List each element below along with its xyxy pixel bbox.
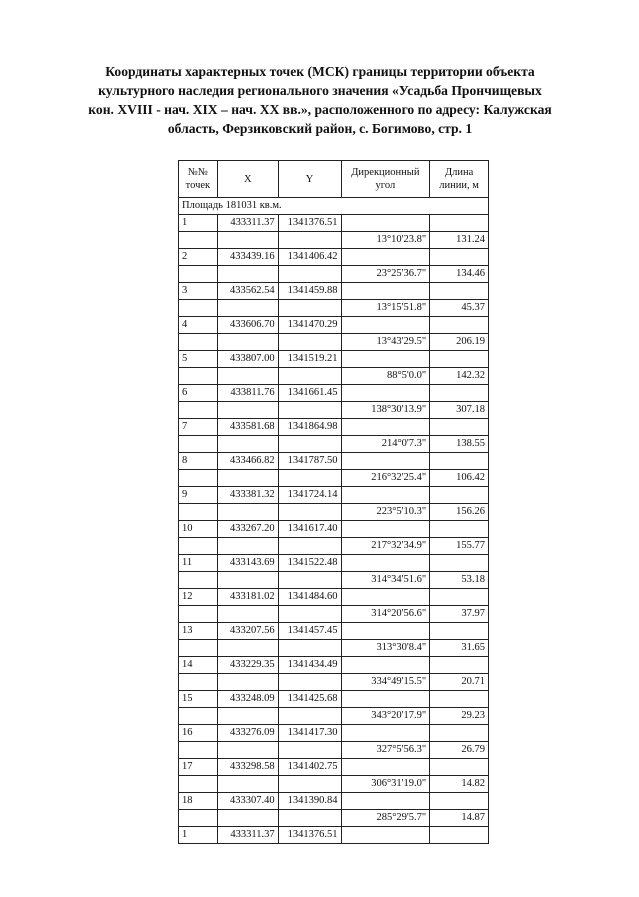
point-y: 1341519.21	[278, 351, 341, 368]
header-y: Y	[278, 161, 341, 198]
line-length: 156.26	[430, 504, 489, 521]
empty-cell	[430, 623, 489, 640]
empty-cell	[217, 334, 278, 351]
empty-cell	[430, 351, 489, 368]
empty-cell	[278, 810, 341, 827]
empty-cell	[217, 402, 278, 419]
point-y: 1341425.68	[278, 691, 341, 708]
point-x: 433562.54	[217, 283, 278, 300]
empty-cell	[341, 487, 430, 504]
direction-angle: 23°25'36.7"	[341, 266, 430, 283]
point-y: 1341724.14	[278, 487, 341, 504]
point-number: 18	[179, 793, 218, 810]
empty-cell	[217, 810, 278, 827]
empty-cell	[278, 368, 341, 385]
segment-row	[179, 742, 489, 759]
point-x: 433439.16	[217, 249, 278, 266]
empty-cell	[430, 759, 489, 776]
line-length: 307.18	[430, 402, 489, 419]
point-row	[179, 691, 489, 708]
empty-cell	[278, 674, 341, 691]
empty-cell	[341, 351, 430, 368]
empty-cell	[179, 266, 218, 283]
empty-cell	[430, 725, 489, 742]
point-number: 12	[179, 589, 218, 606]
title-line: Координаты характерных точек (МСК) границы территории объекта	[105, 64, 535, 79]
point-row	[179, 623, 489, 640]
direction-angle: 313°30'8.4"	[341, 640, 430, 657]
point-number: 14	[179, 657, 218, 674]
direction-angle: 214°0'7.3"	[341, 436, 430, 453]
line-length: 37.97	[430, 606, 489, 623]
direction-angle: 334°49'15.5"	[341, 674, 430, 691]
direction-angle: 314°34'51.6"	[341, 572, 430, 589]
empty-cell	[278, 436, 341, 453]
empty-cell	[278, 470, 341, 487]
point-x: 433307.40	[217, 793, 278, 810]
header-direction-angle	[341, 161, 430, 198]
point-number: 13	[179, 623, 218, 640]
point-y: 1341787.50	[278, 453, 341, 470]
empty-cell	[179, 436, 218, 453]
line-length: 29.23	[430, 708, 489, 725]
empty-cell	[341, 249, 430, 266]
empty-cell	[179, 232, 218, 249]
title-line: культурного наследия регионального значения «Усадьба Прончищевых	[98, 83, 542, 98]
point-number: 1	[179, 215, 218, 232]
empty-cell	[179, 640, 218, 657]
line-length: 138.55	[430, 436, 489, 453]
header-text: №№	[187, 167, 208, 178]
direction-angle: 138°30'13.9"	[341, 402, 430, 419]
empty-cell	[179, 504, 218, 521]
line-length: 106.42	[430, 470, 489, 487]
empty-cell	[179, 538, 218, 555]
direction-angle: 285°29'5.7"	[341, 810, 430, 827]
empty-cell	[217, 300, 278, 317]
point-row	[179, 215, 489, 232]
point-row	[179, 317, 489, 334]
direction-angle: 223°5'10.3"	[341, 504, 430, 521]
point-row	[179, 827, 489, 844]
point-number: 5	[179, 351, 218, 368]
segment-row	[179, 640, 489, 657]
direction-angle: 88°5'0.0"	[341, 368, 430, 385]
point-x: 433807.00	[217, 351, 278, 368]
direction-angle: 327°5'56.3"	[341, 742, 430, 759]
empty-cell	[217, 776, 278, 793]
empty-cell	[179, 742, 218, 759]
empty-cell	[278, 334, 341, 351]
empty-cell	[341, 589, 430, 606]
point-x: 433207.56	[217, 623, 278, 640]
empty-cell	[341, 691, 430, 708]
point-y: 1341417.30	[278, 725, 341, 742]
point-x: 433248.09	[217, 691, 278, 708]
header-text: точек	[185, 180, 211, 191]
direction-angle: 13°15'51.8"	[341, 300, 430, 317]
empty-cell	[217, 436, 278, 453]
empty-cell	[341, 725, 430, 742]
empty-cell	[217, 368, 278, 385]
empty-cell	[179, 300, 218, 317]
table-header-row	[179, 161, 489, 198]
empty-cell	[278, 708, 341, 725]
empty-cell	[278, 402, 341, 419]
point-row	[179, 555, 489, 572]
line-length: 45.37	[430, 300, 489, 317]
segment-row	[179, 300, 489, 317]
point-row	[179, 725, 489, 742]
empty-cell	[278, 232, 341, 249]
empty-cell	[179, 674, 218, 691]
empty-cell	[341, 521, 430, 538]
point-y: 1341457.45	[278, 623, 341, 640]
point-y: 1341522.48	[278, 555, 341, 572]
empty-cell	[341, 453, 430, 470]
line-length: 134.46	[430, 266, 489, 283]
point-number: 11	[179, 555, 218, 572]
empty-cell	[430, 555, 489, 572]
line-length: 31.65	[430, 640, 489, 657]
point-y: 1341661.45	[278, 385, 341, 402]
segment-row	[179, 232, 489, 249]
document-title	[70, 62, 570, 138]
empty-cell	[430, 793, 489, 810]
point-x: 433606.70	[217, 317, 278, 334]
empty-cell	[430, 589, 489, 606]
empty-cell	[278, 776, 341, 793]
direction-angle: 343°20'17.9"	[341, 708, 430, 725]
point-y: 1341376.51	[278, 215, 341, 232]
empty-cell	[341, 419, 430, 436]
coordinates-table	[178, 160, 489, 844]
point-y: 1341376.51	[278, 827, 341, 844]
empty-cell	[341, 555, 430, 572]
point-number: 2	[179, 249, 218, 266]
empty-cell	[430, 419, 489, 436]
line-length: 142.32	[430, 368, 489, 385]
empty-cell	[430, 521, 489, 538]
empty-cell	[430, 317, 489, 334]
point-row	[179, 351, 489, 368]
point-y: 1341470.29	[278, 317, 341, 334]
point-x: 433276.09	[217, 725, 278, 742]
line-length: 53.18	[430, 572, 489, 589]
empty-cell	[217, 538, 278, 555]
empty-cell	[217, 266, 278, 283]
point-number: 6	[179, 385, 218, 402]
point-y: 1341406.42	[278, 249, 341, 266]
empty-cell	[217, 232, 278, 249]
empty-cell	[341, 827, 430, 844]
empty-cell	[341, 317, 430, 334]
segment-row	[179, 334, 489, 351]
empty-cell	[278, 572, 341, 589]
empty-cell	[179, 334, 218, 351]
area-row	[179, 198, 489, 215]
empty-cell	[179, 810, 218, 827]
empty-cell	[179, 572, 218, 589]
segment-row	[179, 266, 489, 283]
point-y: 1341390.84	[278, 793, 341, 810]
segment-row	[179, 708, 489, 725]
point-number: 7	[179, 419, 218, 436]
direction-angle: 13°43'29.5"	[341, 334, 430, 351]
segment-row	[179, 504, 489, 521]
segment-row	[179, 572, 489, 589]
point-row	[179, 657, 489, 674]
point-x: 433381.32	[217, 487, 278, 504]
point-row	[179, 385, 489, 402]
empty-cell	[430, 215, 489, 232]
segment-row	[179, 810, 489, 827]
point-x: 433311.37	[217, 827, 278, 844]
line-length: 206.19	[430, 334, 489, 351]
empty-cell	[341, 793, 430, 810]
segment-row	[179, 674, 489, 691]
point-number: 4	[179, 317, 218, 334]
point-row	[179, 521, 489, 538]
empty-cell	[278, 640, 341, 657]
empty-cell	[278, 300, 341, 317]
point-number: 15	[179, 691, 218, 708]
empty-cell	[179, 470, 218, 487]
line-length: 131.24	[430, 232, 489, 249]
empty-cell	[430, 487, 489, 504]
point-x: 433466.82	[217, 453, 278, 470]
point-y: 1341434.49	[278, 657, 341, 674]
empty-cell	[217, 640, 278, 657]
empty-cell	[341, 657, 430, 674]
direction-angle: 306°31'19.0"	[341, 776, 430, 793]
empty-cell	[179, 606, 218, 623]
empty-cell	[217, 470, 278, 487]
point-y: 1341402.75	[278, 759, 341, 776]
point-y: 1341617.40	[278, 521, 341, 538]
empty-cell	[179, 708, 218, 725]
title-line: кон. XVIII - нач. XIX – нач. XX вв.», расположенного по адресу: Калужская	[88, 102, 552, 117]
header-line-length	[430, 161, 489, 198]
point-row	[179, 589, 489, 606]
header-text: Дирекционный	[351, 167, 420, 178]
point-y: 1341459.88	[278, 283, 341, 300]
point-row	[179, 283, 489, 300]
point-x: 433229.35	[217, 657, 278, 674]
empty-cell	[217, 708, 278, 725]
point-number: 16	[179, 725, 218, 742]
empty-cell	[430, 827, 489, 844]
segment-row	[179, 368, 489, 385]
point-x: 433581.68	[217, 419, 278, 436]
direction-angle: 13°10'23.8"	[341, 232, 430, 249]
segment-row	[179, 436, 489, 453]
empty-cell	[278, 504, 341, 521]
direction-angle: 217°32'34.9"	[341, 538, 430, 555]
point-y: 1341484.60	[278, 589, 341, 606]
empty-cell	[278, 606, 341, 623]
point-number: 8	[179, 453, 218, 470]
point-row	[179, 419, 489, 436]
line-length: 155.77	[430, 538, 489, 555]
empty-cell	[430, 283, 489, 300]
empty-cell	[217, 572, 278, 589]
point-number: 17	[179, 759, 218, 776]
direction-angle: 314°20'56.6"	[341, 606, 430, 623]
empty-cell	[278, 266, 341, 283]
empty-cell	[217, 606, 278, 623]
point-x: 433311.37	[217, 215, 278, 232]
empty-cell	[341, 215, 430, 232]
area-value: Площадь 181031 кв.м.	[179, 198, 489, 215]
empty-cell	[341, 623, 430, 640]
empty-cell	[430, 657, 489, 674]
empty-cell	[217, 742, 278, 759]
point-number: 10	[179, 521, 218, 538]
header-text: линии, м	[439, 180, 479, 191]
empty-cell	[217, 674, 278, 691]
empty-cell	[217, 504, 278, 521]
empty-cell	[341, 385, 430, 402]
point-row	[179, 793, 489, 810]
point-x: 433181.02	[217, 589, 278, 606]
empty-cell	[430, 453, 489, 470]
empty-cell	[341, 759, 430, 776]
segment-row	[179, 776, 489, 793]
point-number: 3	[179, 283, 218, 300]
point-x: 433267.20	[217, 521, 278, 538]
empty-cell	[430, 691, 489, 708]
header-text: Длина	[444, 167, 474, 178]
point-row	[179, 759, 489, 776]
point-x: 433811.76	[217, 385, 278, 402]
header-text: угол	[375, 180, 396, 191]
header-point-number	[179, 161, 218, 198]
point-row	[179, 487, 489, 504]
segment-row	[179, 402, 489, 419]
point-x: 433298.58	[217, 759, 278, 776]
line-length: 20.71	[430, 674, 489, 691]
point-number: 1	[179, 827, 218, 844]
empty-cell	[430, 249, 489, 266]
title-line: область, Ферзиковский район, с. Богимово, стр. 1	[167, 121, 473, 136]
header-x: X	[217, 161, 278, 198]
point-row	[179, 249, 489, 266]
empty-cell	[179, 776, 218, 793]
segment-row	[179, 538, 489, 555]
segment-row	[179, 470, 489, 487]
line-length: 26.79	[430, 742, 489, 759]
point-number: 9	[179, 487, 218, 504]
empty-cell	[179, 402, 218, 419]
line-length: 14.87	[430, 810, 489, 827]
point-x: 433143.69	[217, 555, 278, 572]
direction-angle: 216°32'25.4"	[341, 470, 430, 487]
segment-row	[179, 606, 489, 623]
empty-cell	[430, 385, 489, 402]
point-row	[179, 453, 489, 470]
empty-cell	[278, 538, 341, 555]
empty-cell	[341, 283, 430, 300]
point-y: 1341864.98	[278, 419, 341, 436]
empty-cell	[179, 368, 218, 385]
empty-cell	[278, 742, 341, 759]
line-length: 14.82	[430, 776, 489, 793]
